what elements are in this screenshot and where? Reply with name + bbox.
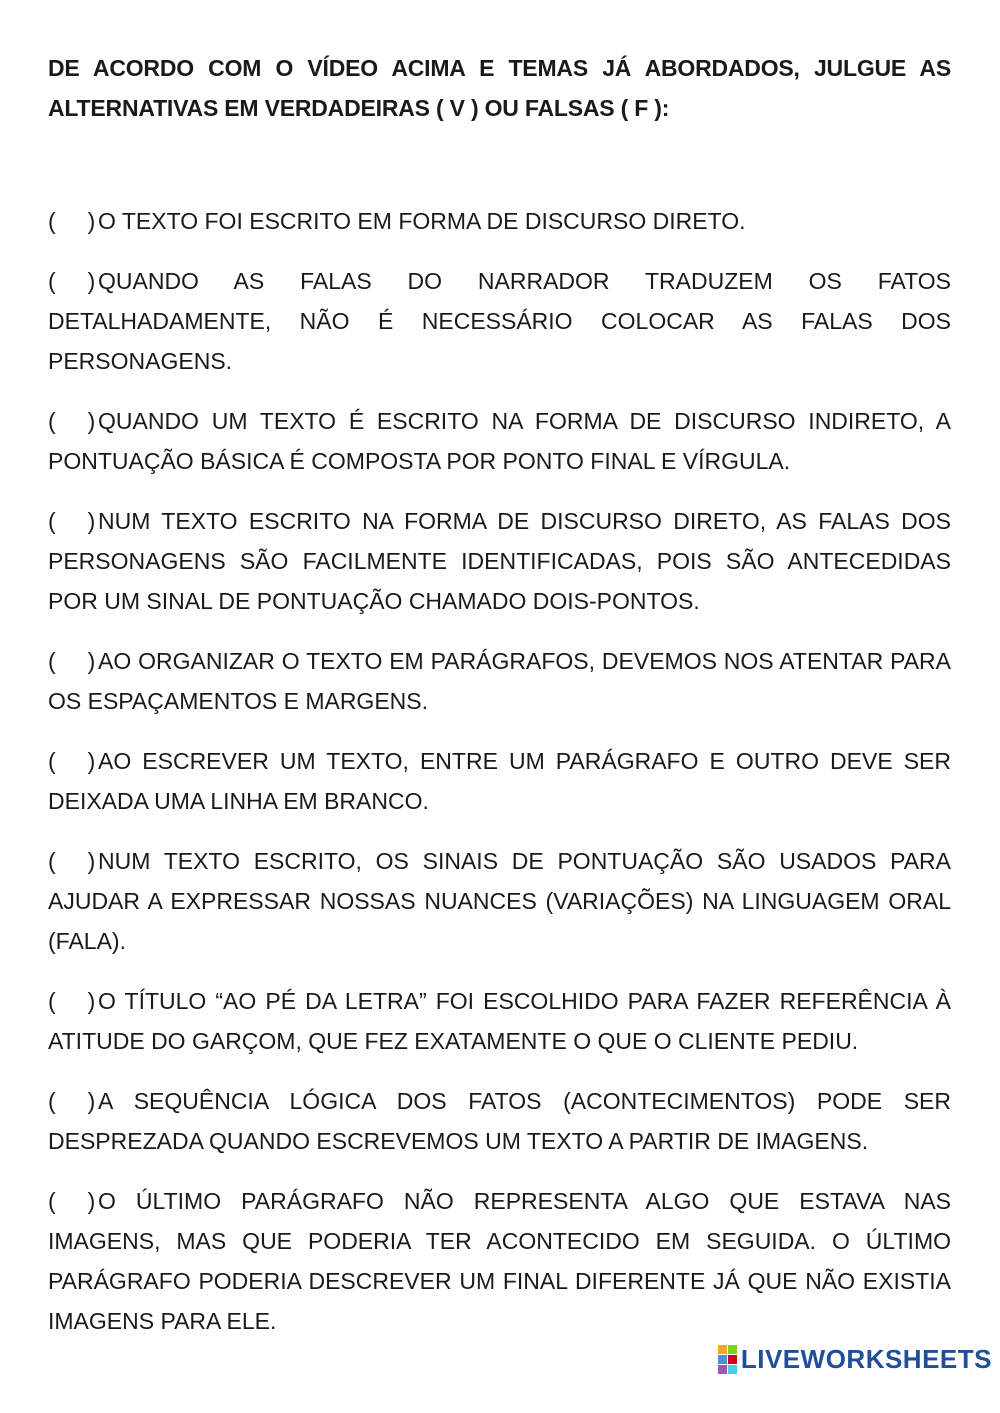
answer-blank[interactable]: ( ) (48, 268, 96, 294)
answer-blank[interactable]: ( ) (48, 988, 96, 1014)
statement-text: AO ORGANIZAR O TEXTO EM PARÁGRAFOS, DEVEMOS NOS ATENTAR PARA OS ESPAÇAMENTOS E MARGENS. (48, 648, 951, 714)
answer-blank[interactable]: ( ) (48, 408, 96, 434)
liveworksheets-logo-icon (718, 1345, 737, 1374)
true-false-list (48, 201, 951, 1341)
statement-text: NUM TEXTO ESCRITO NA FORMA DE DISCURSO DIRETO, AS FALAS DOS PERSONAGENS SÃO FACILMENTE IDENTIFICADAS, POIS SÃO ANTECEDIDAS POR UM SINAL DE PONTUAÇÃO CHAMADO DOIS-PONTOS. (48, 508, 951, 614)
logo-block (728, 1345, 737, 1354)
brand-name: LIVEWORKSHEETS (740, 1344, 992, 1374)
statement-text: QUANDO AS FALAS DO NARRADOR TRADUZEM OS FATOS DETALHADAMENTE, NÃO É NECESSÁRIO COLOCAR AS FALAS DOS PERSONAGENS. (48, 268, 951, 374)
statement-1 (48, 201, 951, 241)
answer-blank[interactable]: ( ) (48, 648, 96, 674)
answer-blank[interactable]: ( ) (48, 208, 96, 234)
answer-blank[interactable]: ( ) (48, 848, 96, 874)
liveworksheets-watermark (718, 1344, 992, 1375)
answer-blank[interactable]: ( ) (48, 748, 96, 774)
logo-block (718, 1345, 727, 1354)
statement-text: O ÚLTIMO PARÁGRAFO NÃO REPRESENTA ALGO QUE ESTAVA NAS IMAGENS, MAS QUE PODERIA TER ACONTECIDO EM SEGUIDA. O ÚLTIMO PARÁGRAFO PODERIA DESCREVER UM FINAL DIFERENTE JÁ QUE NÃO EXISTIA IMAGENS PARA ELE. (48, 1188, 951, 1334)
statement-6 (48, 741, 951, 821)
logo-block (728, 1355, 737, 1364)
statement-9 (48, 1081, 951, 1161)
statement-text: A SEQUÊNCIA LÓGICA DOS FATOS (ACONTECIMENTOS) PODE SER DESPREZADA QUANDO ESCREVEMOS UM TEXTO A PARTIR DE IMAGENS. (48, 1088, 951, 1154)
statement-text: O TEXTO FOI ESCRITO EM FORMA DE DISCURSO DIRETO. (98, 208, 746, 234)
statement-text: NUM TEXTO ESCRITO, OS SINAIS DE PONTUAÇÃO SÃO USADOS PARA AJUDAR A EXPRESSAR NOSSAS NUANCES (VARIAÇÕES) NA LINGUAGEM ORAL (FALA). (48, 848, 951, 954)
answer-blank[interactable]: ( ) (48, 1188, 96, 1214)
statement-text: O TÍTULO “AO PÉ DA LETRA” FOI ESCOLHIDO PARA FAZER REFERÊNCIA À ATITUDE DO GARÇOM, QUE FEZ EXATAMENTE O QUE O CLIENTE PEDIU. (48, 988, 951, 1054)
statement-3 (48, 401, 951, 481)
statement-5 (48, 641, 951, 721)
worksheet-page (48, 48, 951, 1361)
instructions-heading: DE ACORDO COM O VÍDEO ACIMA E TEMAS JÁ ABORDADOS, JULGUE AS ALTERNATIVAS EM VERDADEIRAS ( V ) OU FALSAS ( F ): (48, 55, 951, 121)
logo-block (728, 1365, 737, 1374)
answer-blank[interactable]: ( ) (48, 1088, 96, 1114)
statement-10 (48, 1181, 951, 1341)
statement-7 (48, 841, 951, 961)
statement-text: AO ESCREVER UM TEXTO, ENTRE UM PARÁGRAFO E OUTRO DEVE SER DEIXADA UMA LINHA EM BRANCO. (48, 748, 951, 814)
statement-text: QUANDO UM TEXTO É ESCRITO NA FORMA DE DISCURSO INDIRETO, A PONTUAÇÃO BÁSICA É COMPOSTA POR PONTO FINAL E VÍRGULA. (48, 408, 951, 474)
answer-blank[interactable]: ( ) (48, 508, 96, 534)
statement-2 (48, 261, 951, 381)
statement-8 (48, 981, 951, 1061)
logo-block (718, 1365, 727, 1374)
logo-block (718, 1355, 727, 1364)
statement-4 (48, 501, 951, 621)
